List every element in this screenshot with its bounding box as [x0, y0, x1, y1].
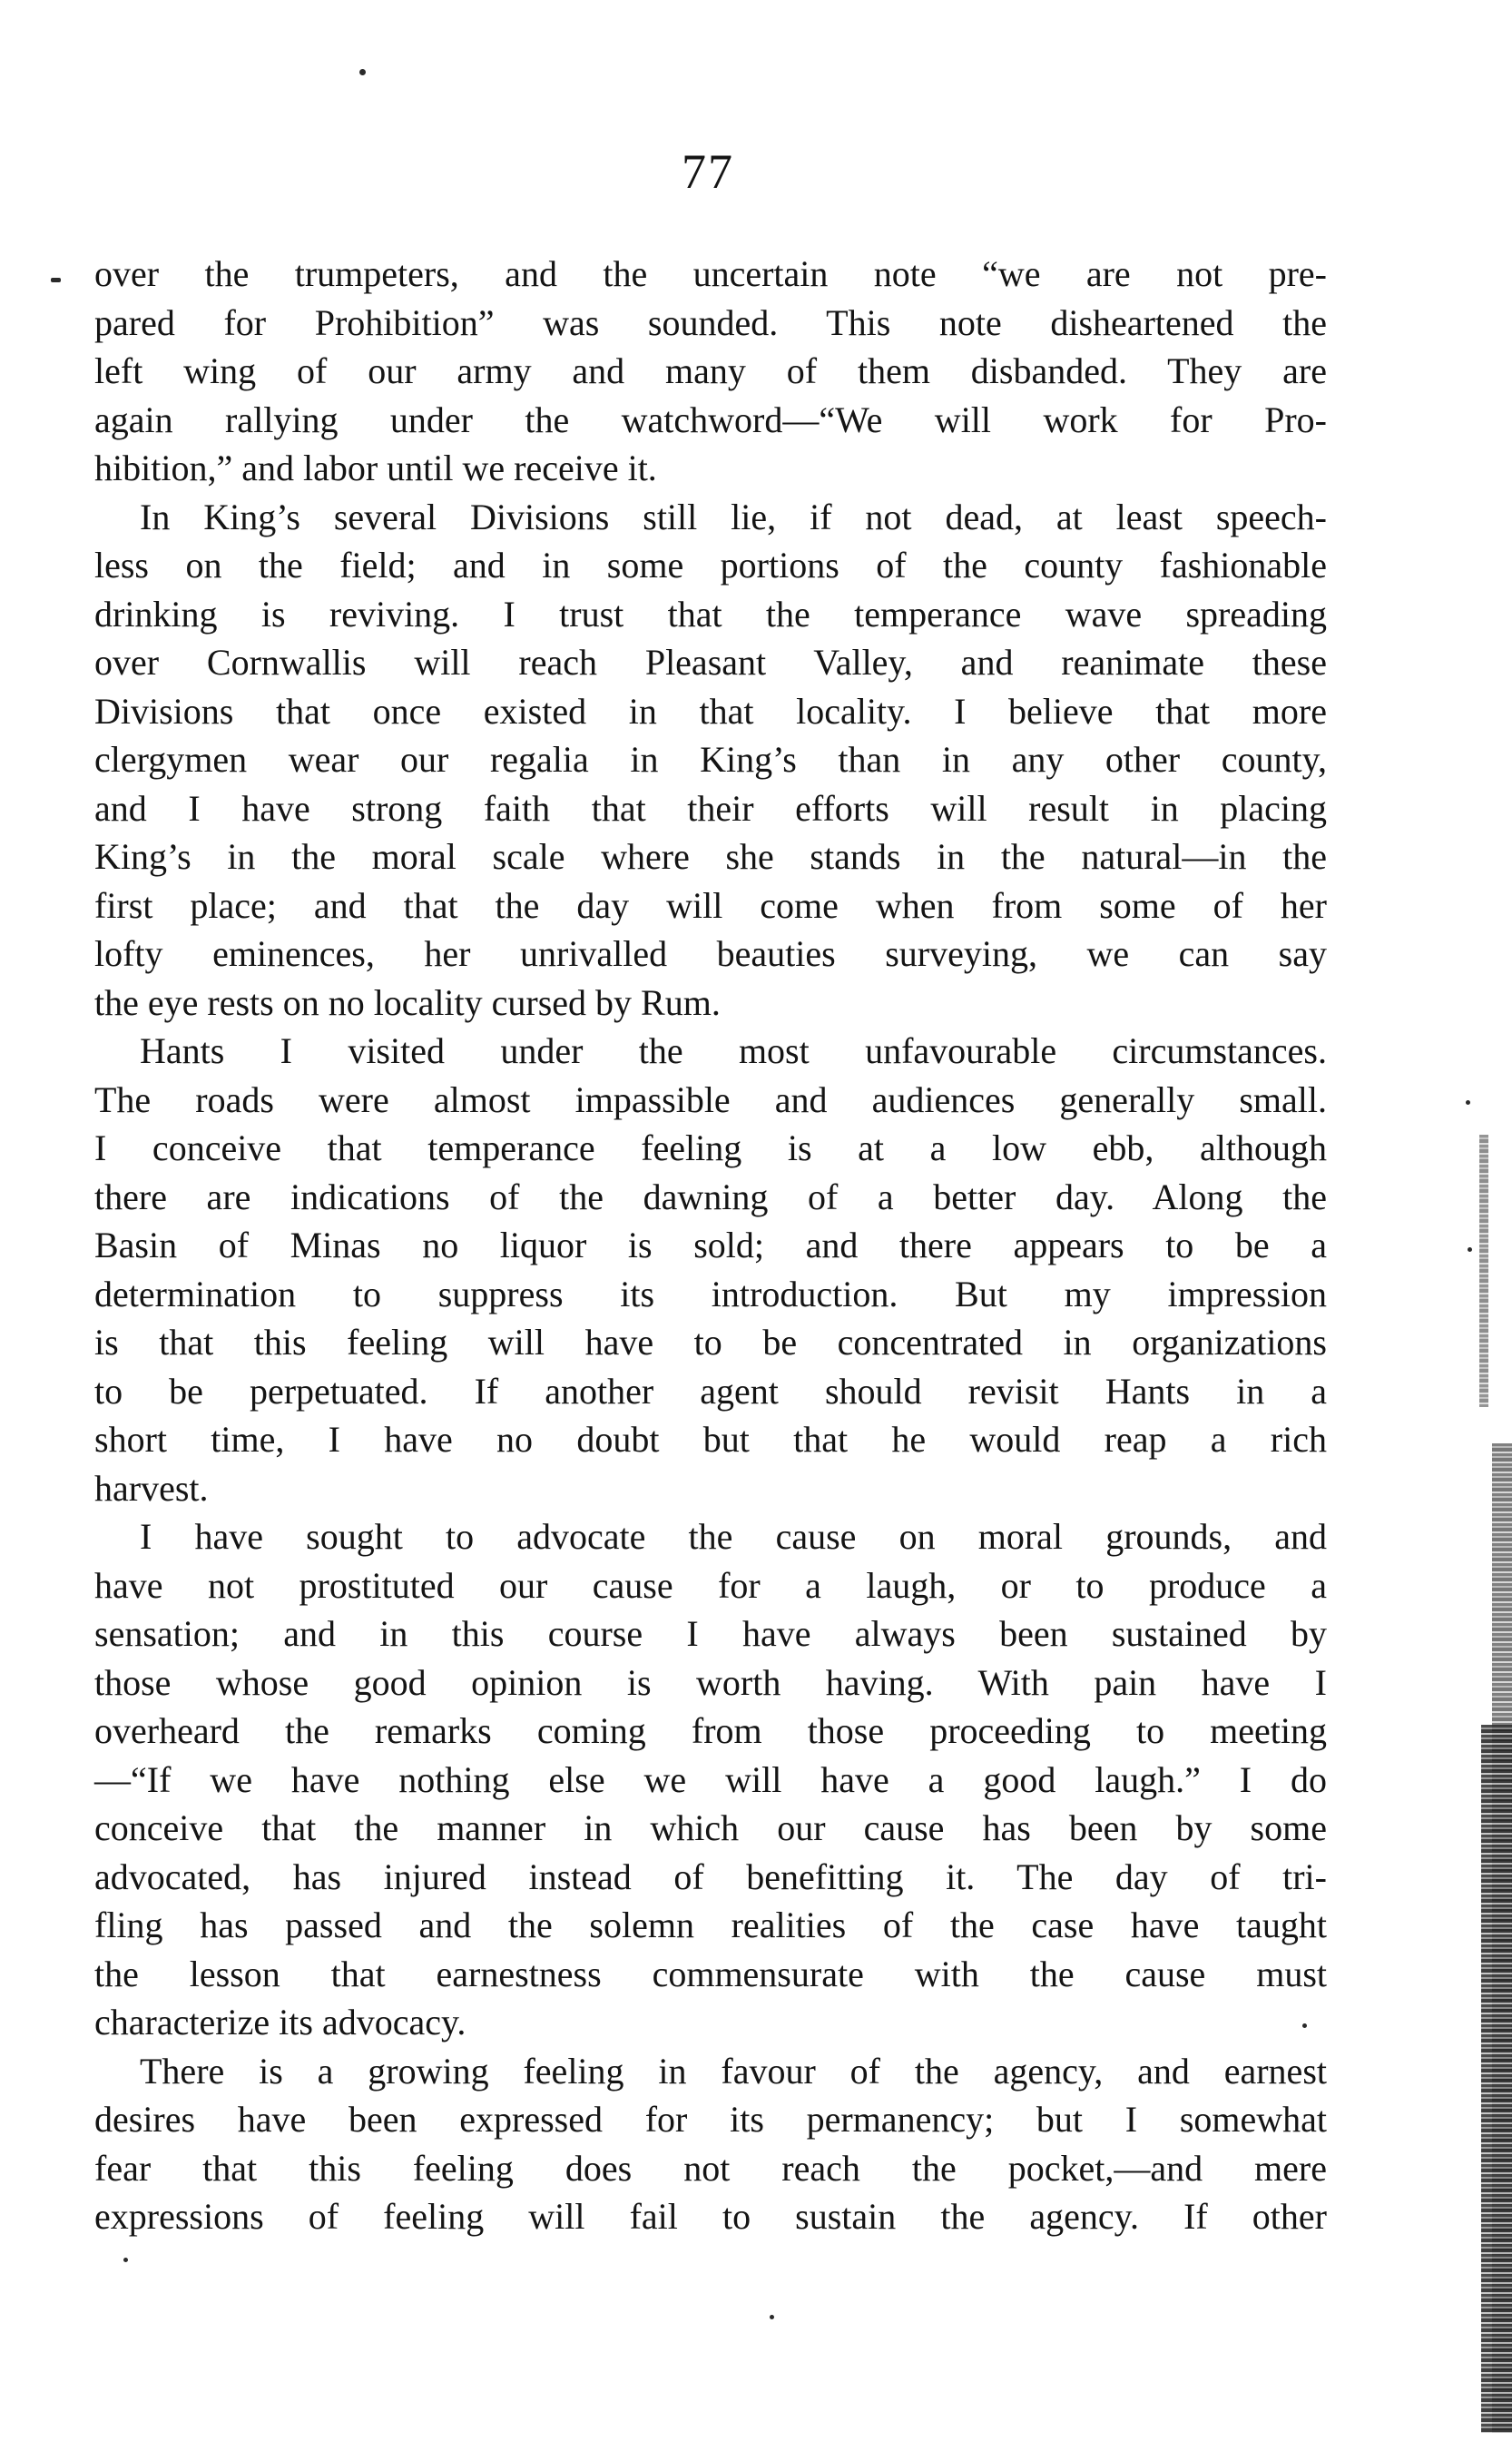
scan-speck [51, 278, 61, 282]
text-line: and I have strong faith that their efforts will result in placing [94, 787, 1327, 829]
text-line: drinking is reviving. I trust that the temperance wave spreading [94, 593, 1327, 635]
body-text [94, 250, 1327, 2241]
text-line: I conceive that temperance feeling is at a low ebb, although [94, 1127, 1327, 1168]
text-line: first place; and that the day will come when from some of her [94, 884, 1327, 926]
text-line: Divisions that once existed in that locality. I believe that more [94, 690, 1327, 732]
text-line: over the trumpeters, and the uncertain note “we are not pre- [94, 253, 1327, 294]
text-line: Hants I visited under the most unfavourable circumstances. [140, 1030, 1327, 1071]
text-line: is that this feeling will have to be concentrated in organizations [94, 1322, 1327, 1363]
scan-speck [1468, 1247, 1472, 1252]
text-line: harvest. [94, 1467, 209, 1509]
scan-speck [770, 2315, 774, 2319]
text-line: desires have been expressed for its permanency; but I somewhat [94, 2099, 1327, 2140]
text-line: over Cornwallis will reach Pleasant Valley, and reanimate these [94, 642, 1327, 683]
scan-speck [123, 2258, 128, 2262]
text-line: The roads were almost impassible and audiences generally small. [94, 1078, 1327, 1120]
page-number: 77 [682, 144, 734, 199]
text-line: King’s in the moral scale where she stands in the natural—in the [94, 836, 1327, 877]
text-line: clergymen wear our regalia in King’s than in any other county, [94, 739, 1327, 780]
text-line: lofty eminences, her unrivalled beauties surveying, we can say [94, 933, 1327, 974]
text-line: have not prostituted our cause for a laugh, or to produce a [94, 1564, 1327, 1606]
scan-edge [1479, 1135, 1488, 1407]
text-line: conceive that the manner in which our cause has been by some [94, 1807, 1327, 1848]
scan-edge [1481, 1725, 1512, 2433]
text-line: expressions of feeling will fail to sustain the agency. If other [94, 2196, 1327, 2237]
text-line: fear that this feeling does not reach the pocket,—and mere [94, 2147, 1327, 2189]
text-line: those whose good opinion is worth having. With pain have I [94, 1661, 1327, 1703]
text-line: less on the field; and in some portions of the county fashionable [94, 545, 1327, 586]
text-line: again rallying under the watchword—“We will work for Pro- [94, 399, 1327, 440]
text-line: determination to suppress its introduction. But my impression [94, 1273, 1327, 1314]
text-line: overheard the remarks coming from those proceeding to meeting [94, 1710, 1327, 1751]
text-line: In King’s several Divisions still lie, if not dead, at least speech- [140, 496, 1327, 537]
text-line: left wing of our army and many of them disbanded. They are [94, 350, 1327, 391]
text-line: sensation; and in this course I have always been sustained by [94, 1613, 1327, 1654]
text-line: short time, I have no doubt but that he would reap a rich [94, 1419, 1327, 1460]
scan-speck [1302, 2023, 1307, 2028]
text-line: pared for Prohibition” was sounded. This note disheartened the [94, 301, 1327, 343]
text-line: the eye rests on no locality cursed by Rum. [94, 981, 721, 1023]
text-line: Basin of Minas no liquor is sold; and there appears to be a [94, 1225, 1327, 1265]
text-line: to be perpetuated. If another agent should revisit Hants in a [94, 1370, 1327, 1412]
text-line: —“If we have nothing else we will have a good laugh.” I do [94, 1758, 1327, 1800]
text-line: fling has passed and the solemn realities of the case have taught [94, 1905, 1327, 1945]
text-line: I have sought to advocate the cause on moral grounds, and [140, 1516, 1327, 1557]
text-line: the lesson that earnestness commensurate with the cause must [94, 1953, 1327, 1994]
scan-speck [359, 69, 366, 75]
text-line: characterize its advocacy. [94, 2002, 466, 2042]
text-line: There is a growing feeling in favour of the agency, and earnest [140, 2050, 1327, 2092]
scan-speck [1466, 1100, 1470, 1105]
text-line: advocated, has injured instead of benefitting it. The day of tri- [94, 1855, 1327, 1897]
text-line: there are indications of the dawning of a better day. Along the [94, 1176, 1327, 1217]
text-line: hibition,” and labor until we receive it. [94, 448, 657, 488]
